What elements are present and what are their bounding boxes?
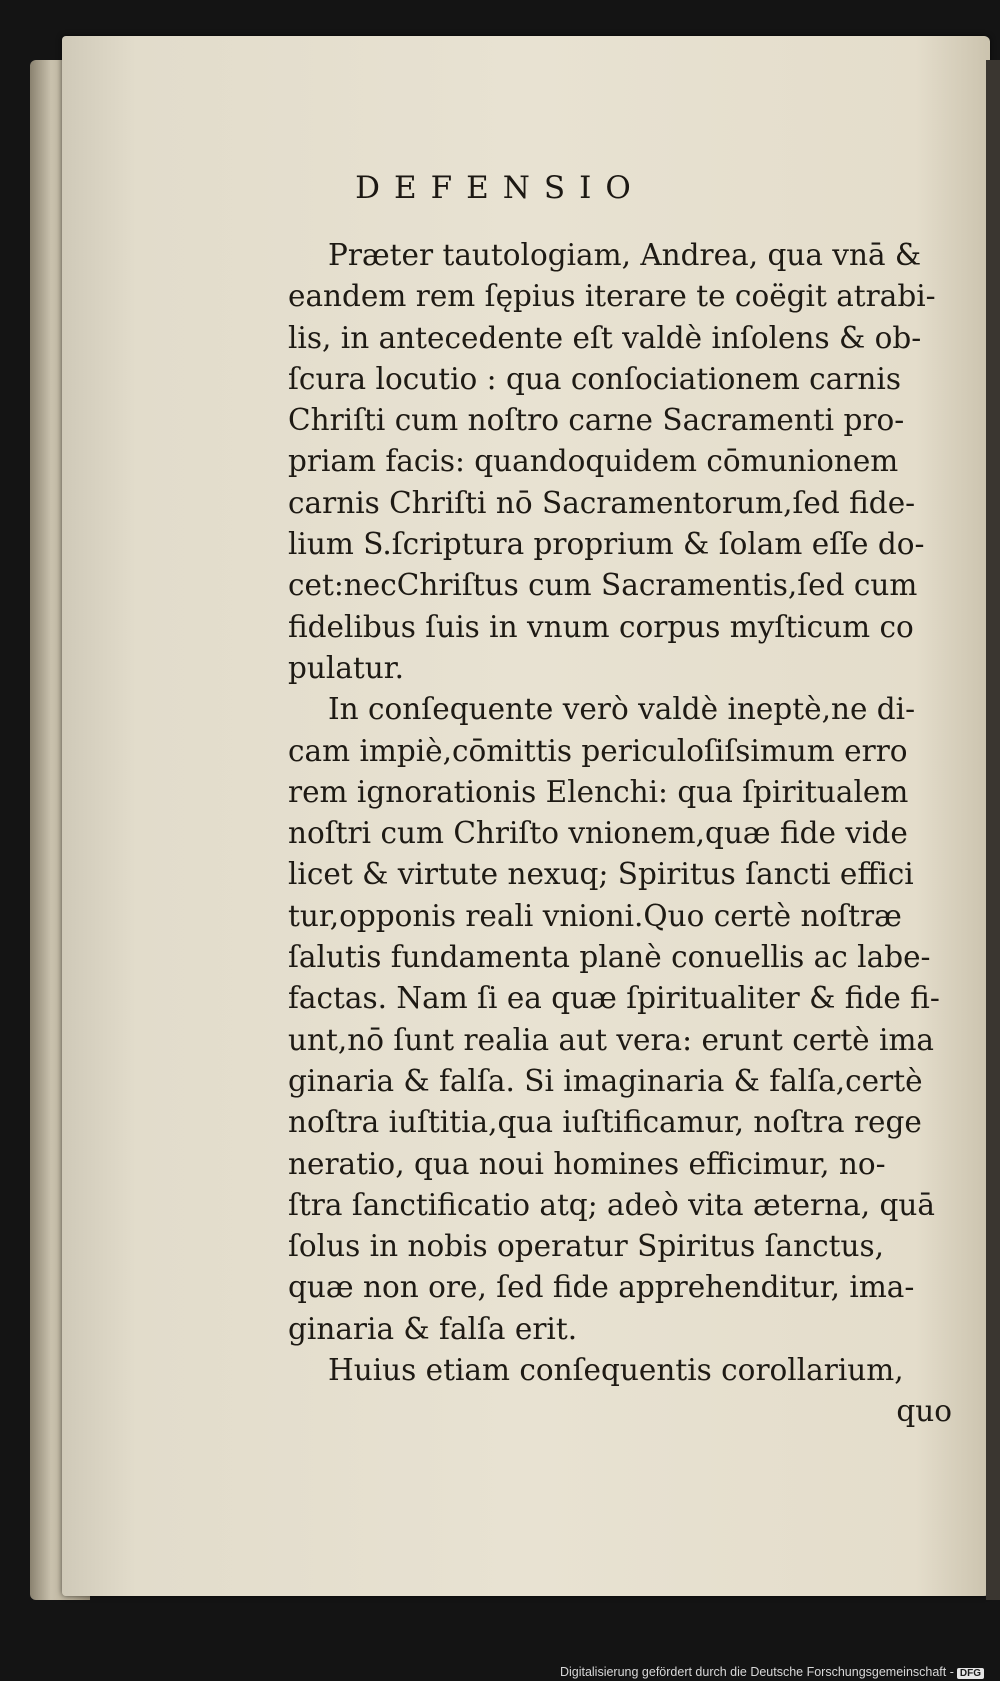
footer-text: Digitalisierung gefördert durch die Deutsche Forschungsgemeinschaft -	[559, 1665, 954, 1679]
text-line: rem ignorationis Elenchi: qua ſpiritualem	[288, 774, 909, 809]
text-line: ſtra ſanctificatio atq; adeò vita æterna, quā	[288, 1187, 935, 1222]
dfg-logo: DFG	[957, 1668, 984, 1679]
text-line: Præter tautologiam, Andrea, qua vnā &	[328, 238, 922, 272]
footer-credit	[560, 1665, 984, 1679]
text-line: In conſequente verò valdè ineptè,ne di-	[328, 692, 916, 727]
text-line: fidelibus ſuis in vnum corpus myſticum co	[288, 609, 914, 644]
text-line: unt,nō ſunt realia aut vera: erunt certè ima	[288, 1022, 935, 1057]
text-line: ginaria & falſa erit.	[288, 1311, 578, 1346]
text-line: pulatur.	[288, 650, 404, 685]
text-line: carnis Chriſti nō Sacramentorum,ſed fide-	[288, 485, 916, 520]
text-line: cam impiè,cōmittis periculoſiſsimum erro	[288, 733, 908, 768]
text-line: lis, in antecedente eſt valdè inſolens & ob-	[288, 320, 922, 355]
text-line: ſolus in nobis operatur Spiritus ſanctus,	[288, 1229, 884, 1264]
text-line: lium S.ſcriptura proprium & ſolam eſſe do-	[288, 527, 925, 562]
text-line: ginaria & falſa. Si imaginaria & falſa,certè	[288, 1063, 923, 1098]
text-line: ſcura locutio : qua conſociationem carnis	[288, 361, 901, 396]
text-line: eandem rem ſępius iterare te coëgit atrabi-	[288, 279, 936, 314]
text-line: priam facis: quandoquidem cōmunionem	[288, 444, 899, 479]
text-line: Chriſti cum noſtro carne Sacramenti pro-	[288, 403, 905, 438]
text-line: Huius etiam conſequentis corollarium,	[328, 1353, 904, 1388]
body-text	[288, 235, 958, 1433]
running-heading: DEFENSIO	[355, 170, 645, 206]
text-line: noſtra iuſtitia,qua iuſtificamur, noſtra rege	[288, 1105, 922, 1140]
text-line: cet:necChriſtus cum Sacramentis,ſed cum	[288, 568, 918, 603]
text-line: quo	[896, 1394, 952, 1429]
text-line: quæ non ore, ſed fide apprehenditur, ima-	[288, 1270, 915, 1305]
text-line: factas. Nam ſi ea quæ ſpiritualiter & fide fi-	[288, 981, 940, 1016]
text-line: licet & virtute nexuq; Spiritus ſancti effici	[288, 857, 914, 892]
text-line: ſalutis fundamenta planè conuellis ac labe-	[288, 940, 931, 975]
page-gutter	[986, 60, 1000, 1600]
text-line: noſtri cum Chriſto vnionem,quæ fide vide	[288, 816, 908, 851]
text-line: tur,opponis reali vnioni.Quo certè noſtræ	[288, 898, 902, 933]
text-line: neratio, qua noui homines efficimur, no-	[288, 1146, 886, 1181]
